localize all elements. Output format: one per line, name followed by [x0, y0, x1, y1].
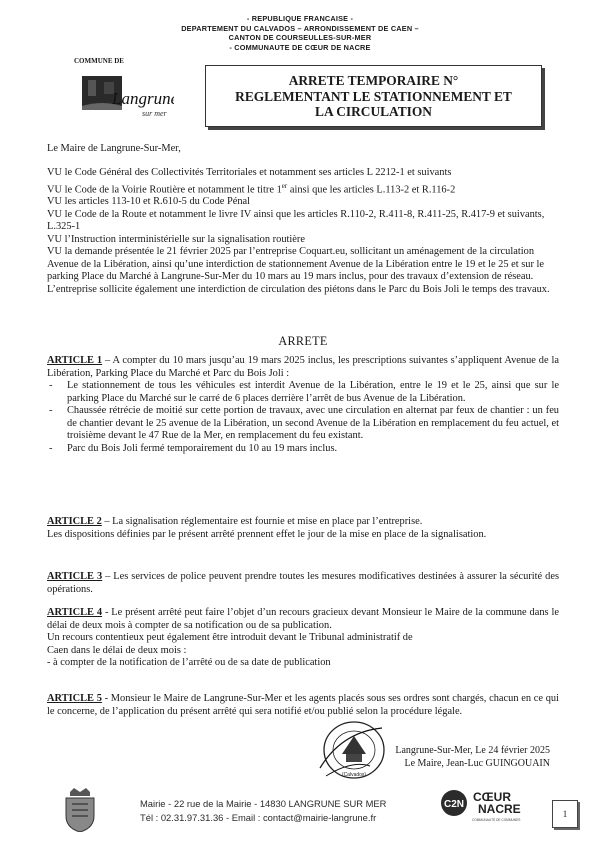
footer-address: Mairie - 22 rue de la Mairie - 14830 LANGRUNE SUR MER [140, 798, 387, 809]
signature-place-date: Langrune-Sur-Mer, Le 24 février 2025 [395, 745, 550, 756]
article-1 [47, 355, 559, 455]
vu-item: VU la demande présentée le 21 février 2025 par l’entreprise Coquart.eu, sollicitant un aménagement de la circulation Avenue de la Libération, ainsi qu’une interdiction de stationnement Avenue de la Libération entre le 19 et le 25 et sur le parking Place du Marché à Langrune-Sur-Mer du 10 mars au 19 mars inclus, pour des travaux d’extension de réseau. L’entreprise sollicite également une interdiction de circulation des piétons dans le Parc du Bois Joli le temps des travaux. [47, 246, 550, 295]
article-4-line: - à compter de la notification de l’arrêté ou de sa date de publication [47, 657, 331, 668]
title-line-2: REGLEMENTANT LE STATIONNEMENT ET [235, 88, 512, 104]
header-line: DEPARTEMENT DU CALVADOS – ARRONDISSEMENT DE CAEN – [181, 23, 419, 33]
vu-item: VU l’Instruction interministérielle sur la signalisation routière [47, 233, 305, 245]
article-4-text: - Le présent arrêté peut faire l’objet d’un recours gracieux devant Monsieur le Maire de la commune dans le délai de deux mois à compter de sa notification ou de sa publication. [47, 607, 559, 631]
vu-section [47, 167, 559, 296]
c2n-line1: CŒUR [473, 790, 511, 804]
article-2-text: – La signalisation réglementaire est fournie et mise en place par l’entreprise. [101, 516, 423, 527]
mayor-intro: Le Maire de Langrune-Sur-Mer, [47, 143, 181, 154]
langrune-logo-icon [78, 70, 174, 122]
header-line: - COMMUNAUTE DE CŒUR DE NACRE [229, 42, 371, 52]
list-item: - Le stationnement de tous les véhicules est interdit Avenue de la Libération, entre le 19 et le 25, ainsi que sur le parking Place du Marché sur le carré de 6 places derrière l’arrêt de bus Avenue de la Libération. [67, 380, 559, 405]
c2n-logo-icon [440, 787, 540, 827]
page-number: 1 [552, 800, 578, 828]
crest-icon [62, 788, 98, 832]
article-4-line: Un recours contentieux peut également être introduit devant le Tribunal administratif de [47, 632, 413, 643]
article-1-list [47, 380, 559, 455]
signature-block [360, 745, 550, 770]
article-4-line: Caen dans le délai de deux mois : [47, 644, 187, 656]
article-4-label: ARTICLE 4 [47, 607, 103, 618]
list-item: - Parc du Bois Joli fermé temporairement du 10 au 19 mars inclus. [67, 443, 559, 456]
article-2 [47, 516, 559, 541]
article-2-label: ARTICLE 2 [47, 516, 102, 527]
title-line-3: LA CIRCULATION [315, 104, 432, 119]
list-item: - Chaussée rétrécie de moitié sur cette portion de travaux, avec une circulation en alternat par feux de chantier : un feu de chantier devant le 25 avenue de la Libération, un second Avenue de la Libération en remplacement du feu actuel, et troisième devant le 47 Rue de la Mer, en remplacement du feu existant. [67, 405, 559, 443]
title-line-1: ARRETE TEMPORAIRE N° [288, 73, 459, 88]
article-3-label: ARTICLE 3 [47, 571, 103, 582]
vu-item: VU les articles 113-10 et R.610-5 du Code Pénal [47, 196, 251, 208]
vu-item: VU le Code de la Voirie Routière et notamment le titre 1er ainsi que les articles L.113-2 et R.116-2 [47, 181, 456, 195]
article-4 [47, 607, 559, 670]
header-line: - REPUBLIQUE FRANCAISE - [246, 14, 354, 23]
article-1-text: – A compter du 10 mars jusqu’au 19 mars 2025 inclus, les prescriptions suivantes s’appliquent Avenue de la Libération, Parking Place du Marché et Parc du Bois Joli : [47, 355, 559, 379]
c2n-badge-text: C2N [443, 799, 465, 810]
logo-subtext: sur mer [142, 109, 167, 118]
footer-contact [140, 797, 430, 825]
signature-name: Le Maire, Jean-Luc GUINGOUAIN [404, 757, 550, 769]
vu-item: VU le Code Général des Collectivités Territoriales et notamment ses articles L 2212-1 et suivants [47, 167, 452, 178]
article-1-label: ARTICLE 1 [47, 355, 103, 366]
article-5-text: - Monsieur le Maire de Langrune-Sur-Mer et les agents placés sous ses ordres sont chargés, chacun en ce qui le concerne, de l’application du présent arrêté qui sera notifié et/ou publié selon la procédure légale. [47, 693, 559, 717]
commune-logo [78, 70, 174, 122]
article-3-text: – Les services de police peuvent prendre toutes les mesures modificatives destinées à assurer la sécurité des opérations. [47, 571, 559, 595]
footer-contact-line: Tél : 02.31.97.31.36 - Email : contact@mairie-langrune.fr [140, 812, 377, 823]
article-5-label: ARTICLE 5 [47, 693, 102, 704]
c2n-small-text: COMMUNAUTÉ DE COMMUNES [472, 818, 521, 822]
logo-text: Langrune [112, 89, 174, 108]
commune-label: COMMUNE DE [74, 57, 124, 65]
vu-item: VU le Code de la Route et notamment le livre IV ainsi que les articles R.110-2, R.411-8, R.411-25, R.417-9 et suivants, L.325-1 [47, 208, 545, 233]
article-1-intro [47, 355, 559, 380]
title-box [205, 65, 542, 127]
c2n-line2: NACRE [478, 802, 521, 816]
arrete-heading: ARRETE [278, 334, 328, 348]
coeur-de-nacre-logo [440, 787, 540, 827]
article-2-text-2: Les dispositions définies par le présent arrêté prennent effet le jour de la mise en place de la signalisation. [47, 528, 487, 540]
header-line: CANTON DE COURSEULLES-SUR-MER [228, 33, 372, 43]
document-header [120, 14, 480, 52]
article-3 [47, 571, 559, 596]
seal-text-bottom: (Calvados) [341, 772, 367, 778]
article-5 [47, 693, 559, 718]
